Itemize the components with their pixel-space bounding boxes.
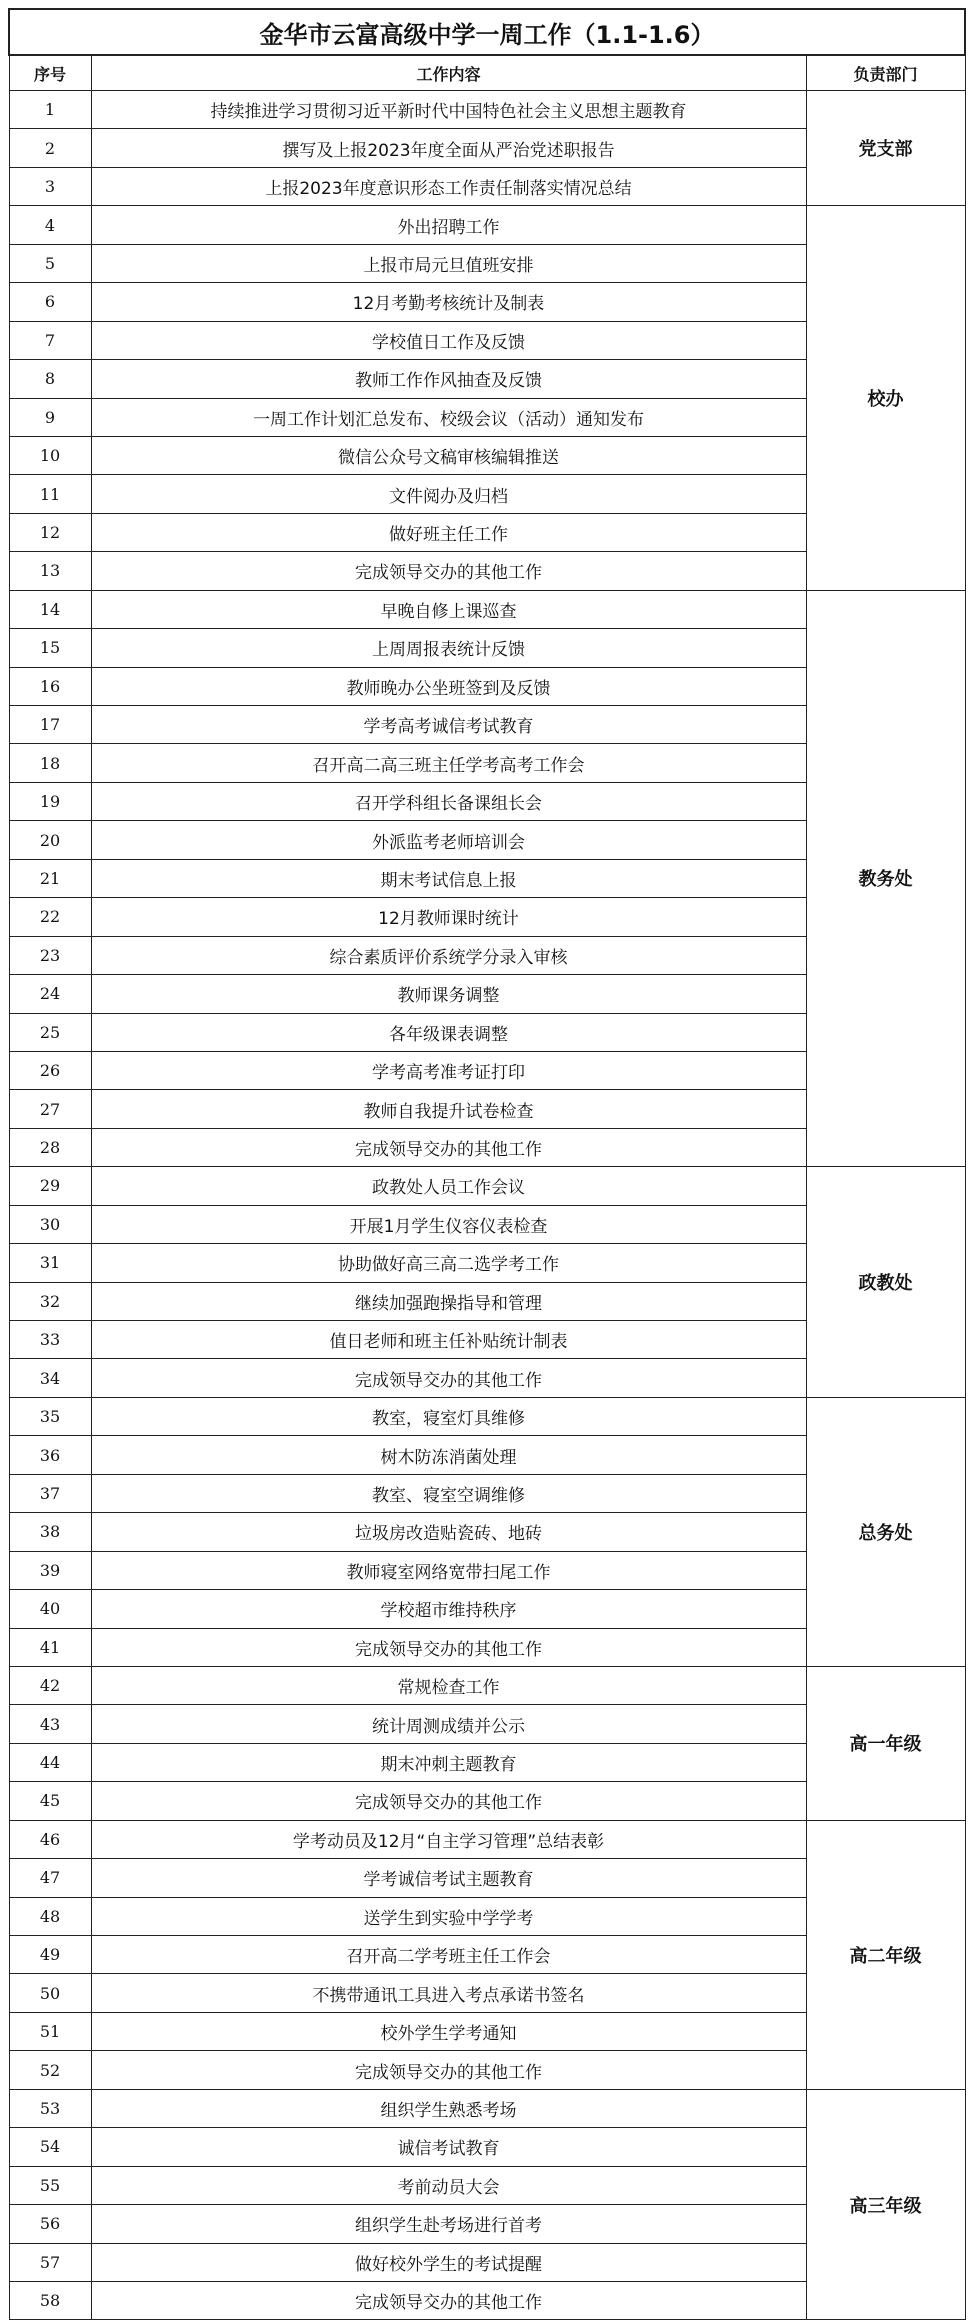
department-cell: 高三年级 [806,2089,965,2320]
task-content: 垃圾房改造贴瓷砖、地砖 [91,1513,806,1551]
task-content: 教室，寝室灯具维修 [91,1397,806,1435]
task-content: 做好班主任工作 [91,513,806,551]
task-content: 上报市局元旦值班安排 [91,244,806,282]
row-number: 1 [9,91,91,129]
task-content: 组织学生赴考场进行首考 [91,2205,806,2243]
row-number: 15 [9,629,91,667]
table-row [9,2089,965,2127]
work-plan-sheet [8,8,964,2320]
row-number: 48 [9,1897,91,1935]
row-number: 37 [9,1474,91,1512]
row-number: 46 [9,1820,91,1858]
task-content: 教师晚办公坐班签到及反馈 [91,667,806,705]
task-content: 一周工作计划汇总发布、校级会议（活动）通知发布 [91,398,806,436]
row-number: 11 [9,475,91,513]
task-content: 树木防冻消菌处理 [91,1436,806,1474]
row-number: 42 [9,1666,91,1704]
task-content: 政教处人员工作会议 [91,1167,806,1205]
department-cell: 党支部 [806,91,965,206]
task-content: 召开高二高三班主任学考高考工作会 [91,744,806,782]
task-content: 教师自我提升试卷检查 [91,1090,806,1128]
row-number: 34 [9,1359,91,1397]
task-content: 学校值日工作及反馈 [91,321,806,359]
header-seq: 序号 [9,55,91,91]
row-number: 10 [9,436,91,474]
task-content: 教师工作作风抽查及反馈 [91,360,806,398]
task-content: 完成领导交办的其他工作 [91,2281,806,2319]
row-number: 8 [9,360,91,398]
department-cell: 教务处 [806,590,965,1167]
task-content: 教师课务调整 [91,975,806,1013]
task-content: 教室、寝室空调维修 [91,1474,806,1512]
task-content: 不携带通讯工具进入考点承诺书签名 [91,1974,806,2012]
row-number: 39 [9,1551,91,1589]
task-content: 学考高考诚信考试教育 [91,706,806,744]
task-content: 教师寝室网络宽带扫尾工作 [91,1551,806,1589]
row-number: 31 [9,1244,91,1282]
task-content: 各年级课表调整 [91,1013,806,1051]
row-number: 30 [9,1205,91,1243]
row-number: 38 [9,1513,91,1551]
row-number: 17 [9,706,91,744]
task-content: 开展1月学生仪容仪表检查 [91,1205,806,1243]
table-row [9,91,965,129]
row-number: 27 [9,1090,91,1128]
task-content: 完成领导交办的其他工作 [91,2051,806,2089]
header-row [9,55,965,91]
row-number: 12 [9,513,91,551]
task-content: 期末考试信息上报 [91,859,806,897]
row-number: 56 [9,2205,91,2243]
table-row [9,1820,965,1858]
task-content: 12月考勤考核统计及制表 [91,283,806,321]
row-number: 20 [9,821,91,859]
task-content: 微信公众号文稿审核编辑推送 [91,436,806,474]
department-cell: 总务处 [806,1397,965,1666]
row-number: 49 [9,1936,91,1974]
department-cell: 高一年级 [806,1666,965,1820]
row-number: 25 [9,1013,91,1051]
task-content: 校外学生学考通知 [91,2012,806,2050]
task-content: 完成领导交办的其他工作 [91,552,806,590]
task-content: 持续推进学习贯彻习近平新时代中国特色社会主义思想主题教育 [91,91,806,129]
task-content: 外出招聘工作 [91,206,806,244]
task-content: 上报2023年度意识形态工作责任制落实情况总结 [91,167,806,205]
table-row [9,1167,965,1205]
task-content: 组织学生熟悉考场 [91,2089,806,2127]
row-number: 18 [9,744,91,782]
task-content: 值日老师和班主任补贴统计制表 [91,1321,806,1359]
table-body [9,91,965,2320]
row-number: 33 [9,1321,91,1359]
row-number: 40 [9,1590,91,1628]
row-number: 44 [9,1743,91,1781]
task-content: 完成领导交办的其他工作 [91,1359,806,1397]
task-content: 早晚自修上课巡查 [91,590,806,628]
row-number: 52 [9,2051,91,2089]
task-content: 外派监考老师培训会 [91,821,806,859]
weekly-work-table [8,8,966,2320]
row-number: 50 [9,1974,91,2012]
row-number: 58 [9,2281,91,2319]
row-number: 35 [9,1397,91,1435]
task-content: 12月教师课时统计 [91,898,806,936]
row-number: 55 [9,2166,91,2204]
row-number: 5 [9,244,91,282]
row-number: 24 [9,975,91,1013]
row-number: 41 [9,1628,91,1666]
row-number: 23 [9,936,91,974]
task-content: 学考动员及12月“自主学习管理”总结表彰 [91,1820,806,1858]
row-number: 26 [9,1051,91,1089]
row-number: 43 [9,1705,91,1743]
row-number: 22 [9,898,91,936]
task-content: 撰写及上报2023年度全面从严治党述职报告 [91,129,806,167]
table-row [9,590,965,628]
task-content: 学校超市维持秩序 [91,1590,806,1628]
row-number: 29 [9,1167,91,1205]
task-content: 召开学科组长备课组长会 [91,782,806,820]
task-content: 常规检查工作 [91,1666,806,1704]
row-number: 16 [9,667,91,705]
task-content: 期末冲刺主题教育 [91,1743,806,1781]
task-content: 统计周测成绩并公示 [91,1705,806,1743]
row-number: 28 [9,1128,91,1166]
department-cell: 政教处 [806,1167,965,1398]
row-number: 3 [9,167,91,205]
task-content: 综合素质评价系统学分录入审核 [91,936,806,974]
table-row [9,1397,965,1435]
row-number: 54 [9,2128,91,2166]
row-number: 14 [9,590,91,628]
row-number: 36 [9,1436,91,1474]
task-content: 学考诚信考试主题教育 [91,1859,806,1897]
row-number: 21 [9,859,91,897]
table-row [9,206,965,244]
row-number: 7 [9,321,91,359]
task-content: 上周周报表统计反馈 [91,629,806,667]
task-content: 协助做好高三高二选学考工作 [91,1244,806,1282]
task-content: 继续加强跑操指导和管理 [91,1282,806,1320]
task-content: 送学生到实验中学学考 [91,1897,806,1935]
row-number: 51 [9,2012,91,2050]
row-number: 9 [9,398,91,436]
header-content: 工作内容 [91,55,806,91]
row-number: 13 [9,552,91,590]
table-row [9,1666,965,1704]
row-number: 57 [9,2243,91,2281]
department-cell: 校办 [806,206,965,590]
row-number: 53 [9,2089,91,2127]
row-number: 6 [9,283,91,321]
task-content: 完成领导交办的其他工作 [91,1128,806,1166]
row-number: 19 [9,782,91,820]
row-number: 4 [9,206,91,244]
task-content: 学考高考准考证打印 [91,1051,806,1089]
row-number: 32 [9,1282,91,1320]
row-number: 2 [9,129,91,167]
task-content: 文件阅办及归档 [91,475,806,513]
row-number: 45 [9,1782,91,1820]
task-content: 诚信考试教育 [91,2128,806,2166]
task-content: 做好校外学生的考试提醒 [91,2243,806,2281]
header-dept: 负责部门 [806,55,965,91]
task-content: 完成领导交办的其他工作 [91,1628,806,1666]
task-content: 召开高二学考班主任工作会 [91,1936,806,1974]
row-number: 47 [9,1859,91,1897]
task-content: 考前动员大会 [91,2166,806,2204]
department-cell: 高二年级 [806,1820,965,2089]
task-content: 完成领导交办的其他工作 [91,1782,806,1820]
table-title: 金华市云富高级中学一周工作（1.1-1.6） [9,9,965,55]
